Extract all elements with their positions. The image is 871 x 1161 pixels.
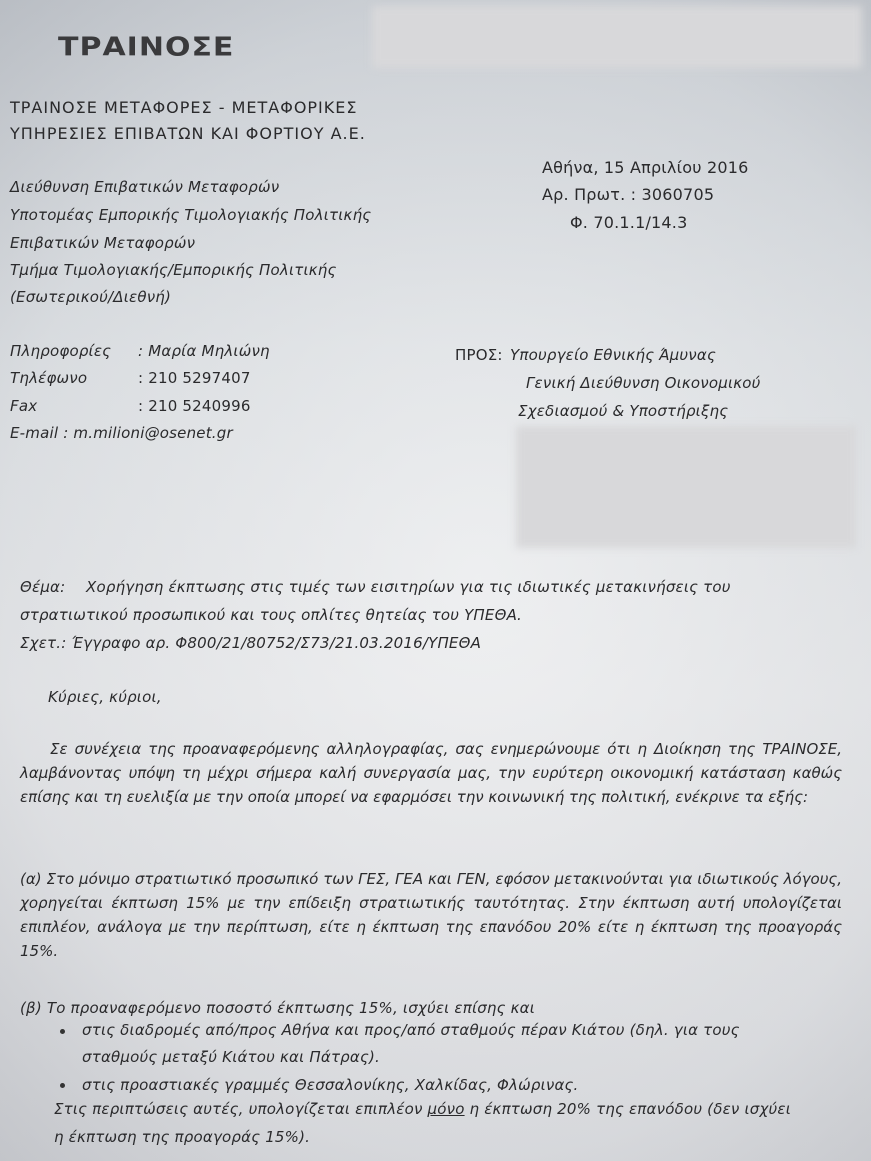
reference-line: Σχετ.: Έγγραφο αρ. Φ800/21/80752/Σ73/21.03.2016/ΥΠΕΘΑ — [20, 634, 482, 652]
recipient-line-1: Υπουργείο Εθνικής Άμυνας — [510, 346, 716, 364]
recipient-line-3: Σχεδιασμού & Υποστήριξης — [518, 402, 729, 420]
subject-line-1: Χορήγηση έκπτωσης στις τιμές των εισιτηρίων για τις ιδιωτικές μετακινήσεις του — [86, 578, 731, 596]
department-line-1: Διεύθυνση Επιβατικών Μεταφορών — [10, 178, 280, 196]
department-line-4: Τμήμα Τιμολογιακής/Εμπορικής Πολιτικής — [10, 261, 337, 279]
body-paragraph-c — [54, 1100, 791, 1118]
bullet-icon — [60, 1083, 65, 1088]
bullet-2: στις προαστιακές γραμμές Θεσσαλονίκης, Χαλκίδας, Φλώρινας. — [82, 1076, 579, 1094]
paragraph-c-underlined: μόνο — [427, 1100, 465, 1118]
protocol-number: Αρ. Πρωτ. : 3060705 — [542, 185, 715, 204]
body-paragraph-b: (β) Το προαναφερόμενο ποσοστό έκπτωσης 15%, ισχύει επίσης και — [20, 999, 536, 1017]
company-name-line1: ΤΡΑΙΝΟΣΕ ΜΕΤΑΦΟΡΕΣ - ΜΕΤΑΦΟΡΙΚΕΣ — [10, 98, 358, 117]
email-line: E-mail : m.milioni@osenet.gr — [10, 424, 233, 442]
body-paragraph-1: Σε συνέχεια της προαναφερόμενης αλληλογραφίας, σας ενημερώνουμε ότι η Διοίκηση της ΤΡΑΙΝΟΣΕ, λαμβάνοντας υπόψη τη μέχρι σήμερα καλή συνεργασία μας, την ευρύτερη οικονομική κατάσταση καθώς επίσης και τη ευελιξία με την οποία μπορεί να εφαρμόσει την κοινωνική της πολιτική, ενέκρινε τα εξής: — [20, 740, 842, 806]
redacted-recipient-block — [516, 426, 856, 548]
info-label: Πληροφορίες — [10, 342, 112, 360]
fax-value: : 210 5240996 — [138, 397, 251, 415]
paragraph-c-end: η έκπτωση 20% της επανόδου (δεν ισχύει — [464, 1100, 791, 1118]
phone-label: Τηλέφωνο — [10, 369, 88, 387]
company-logo: ΤΡΑΙΝΟΣΕ — [58, 32, 235, 63]
department-line-2: Υποτομέας Εμπορικής Τιμολογιακής Πολιτικής — [10, 206, 372, 224]
paragraph-c-start: Στις περιπτώσεις αυτές, υπολογίζεται επιπλέον — [54, 1100, 428, 1118]
file-number: Φ. 70.1.1/14.3 — [570, 213, 688, 232]
department-line-5: (Εσωτερικού/Διεθνή) — [10, 288, 172, 306]
recipient-label: ΠΡΟΣ: — [455, 346, 503, 364]
fax-label: Fax — [10, 397, 38, 415]
letter-date: Αθήνα, 15 Απριλίου 2016 — [542, 158, 749, 177]
body-paragraph-c-line-2: η έκπτωση της προαγοράς 15%). — [54, 1128, 311, 1146]
bullet-1-line-2: σταθμούς μεταξύ Κιάτου και Πάτρας). — [82, 1048, 381, 1066]
redacted-header — [372, 6, 862, 68]
body-paragraph-a: (α) Στο μόνιμο στρατιωτικό προσωπικό των ΓΕΣ, ΓΕΑ και ΓΕΝ, εφόσον μετακινούνται για ιδιωτικούς λόγους, χορηγείται έκπτωση 15% με την επίδειξη στρατιωτικής ταυτότητας. Στην έκπτωση αυτή υπολογίζεται επιπλέον, ανάλογα με την περίπτωση, είτε η έκπτωση της επανόδου 20% είτε η έκπτωση της προαγοράς 15%. — [20, 870, 842, 960]
company-name-line2: ΥΠΗΡΕΣΙΕΣ ΕΠΙΒΑΤΩΝ ΚΑΙ ΦΟΡΤΙΟΥ Α.Ε. — [10, 124, 366, 143]
department-line-3: Επιβατικών Μεταφορών — [10, 234, 196, 252]
recipient-line-2: Γενική Διεύθυνση Οικονομικού — [526, 374, 761, 392]
subject-line-2: στρατιωτικού προσωπικού και τους οπλίτες θητείας του ΥΠΕΘΑ. — [20, 606, 523, 624]
bullet-icon — [60, 1029, 65, 1034]
salutation: Κύριες, κύριοι, — [48, 688, 162, 706]
subject-label: Θέμα: — [20, 578, 66, 596]
bullet-1-line-1: στις διαδρομές από/προς Αθήνα και προς/από σταθμούς πέραν Κιάτου (δηλ. για τους — [82, 1021, 740, 1039]
info-value: : Μαρία Μηλιώνη — [138, 342, 270, 360]
phone-value: : 210 5297407 — [138, 369, 251, 387]
